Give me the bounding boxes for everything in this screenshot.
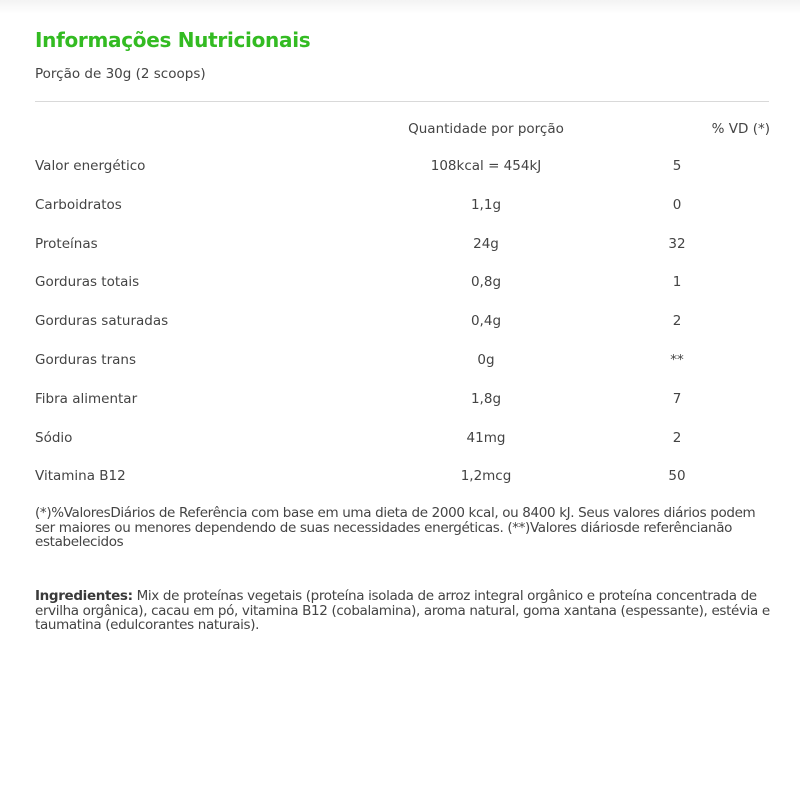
nutrition-table	[0, 158, 800, 507]
table-row	[0, 236, 800, 275]
nutrient-daily-value: 1	[672, 274, 682, 291]
table-row	[0, 197, 800, 236]
ingredients-section	[35, 589, 775, 633]
table-row	[0, 158, 800, 197]
nutrient-name: Gorduras trans	[35, 351, 137, 368]
table-row	[0, 352, 800, 391]
nutrient-daily-value: 2	[672, 429, 682, 446]
nutrient-daily-value: 32	[668, 235, 686, 252]
table-row	[0, 391, 800, 430]
nutrient-name: Sódio	[35, 429, 73, 446]
nutrient-quantity: 108kcal = 454kJ	[430, 158, 542, 174]
nutrient-name: Carboidratos	[35, 196, 122, 213]
nutrient-quantity: 0g	[477, 351, 495, 368]
nutrient-quantity: 1,8g	[470, 390, 502, 407]
nutrient-name: Fibra alimentar	[35, 390, 138, 407]
nutrient-daily-value: 5	[672, 158, 682, 174]
nutrient-daily-value: 0	[672, 196, 682, 213]
nutrient-daily-value: **	[670, 351, 684, 368]
nutrient-daily-value: 50	[668, 468, 686, 485]
daily-value-footnote: (*)%ValoresDiários de Referência com base em uma dieta de 2000 kcal, ou 8400 kJ. Seus valores diários podem ser maiores ou menores dependendo de suas necessidades energéticas. (**)Valores diáriosde referêncianão estabelecidos	[35, 505, 756, 550]
header-daily-value: % VD (*)	[711, 121, 770, 137]
table-row	[0, 468, 800, 507]
nutrient-quantity: 0,4g	[470, 313, 502, 330]
portion-size: Porção de 30g (2 scoops)	[35, 66, 206, 82]
nutrient-quantity: 24g	[473, 235, 499, 252]
nutrient-name: Valor energético	[35, 158, 146, 174]
nutrient-name: Proteínas	[35, 235, 98, 252]
table-row	[0, 430, 800, 469]
nutrient-quantity: 0,8g	[470, 274, 502, 291]
page-title: Informações Nutricionais	[35, 28, 311, 52]
nutrient-daily-value: 7	[672, 390, 682, 407]
ingredients-label: Ingredientes:	[35, 588, 133, 604]
nutrient-quantity: 1,2mcg	[460, 468, 512, 485]
nutrient-name: Gorduras totais	[35, 274, 140, 291]
top-shadow	[0, 0, 800, 14]
nutrient-name: Gorduras saturadas	[35, 313, 169, 330]
table-row	[0, 313, 800, 352]
nutrient-daily-value: 2	[672, 313, 682, 330]
header-quantity: Quantidade por porção	[408, 121, 564, 137]
ingredients-text: Mix de proteínas vegetais (proteína isolada de arroz integral orgânico e proteína concentrada de ervilha orgânica), cacau em pó, vitamina B12 (cobalamina), aroma natural, goma xantana (espessante), estévia e taumatina (edulcorantes naturais).	[35, 588, 770, 633]
nutrient-quantity: 41mg	[466, 429, 506, 446]
nutrient-quantity: 1,1g	[470, 196, 502, 213]
table-row	[0, 274, 800, 313]
divider	[35, 101, 769, 102]
nutrient-name: Vitamina B12	[35, 468, 126, 485]
